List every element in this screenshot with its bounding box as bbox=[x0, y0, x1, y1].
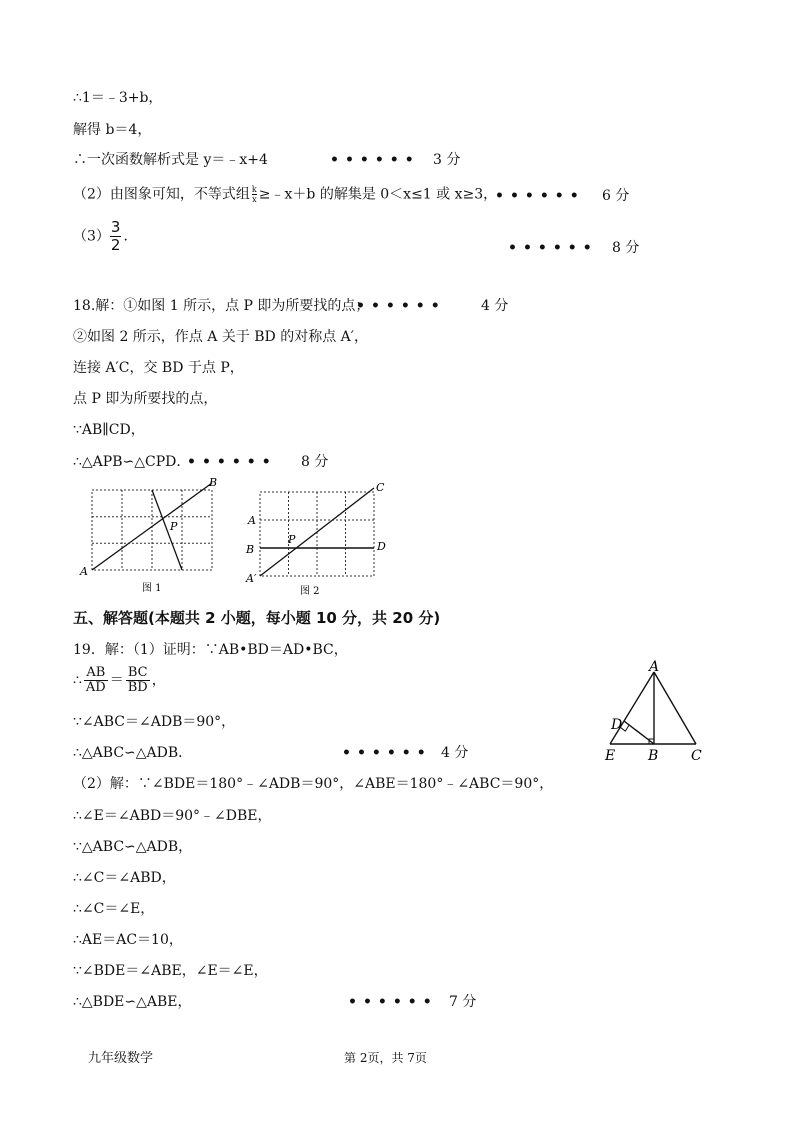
figure-caption: 图 1 bbox=[142, 583, 162, 594]
fraction bbox=[110, 219, 122, 254]
text-line: ∴△BDE∽△ABE， bbox=[73, 994, 192, 1010]
label-d: D bbox=[377, 540, 386, 553]
dot-leader: •••••• bbox=[342, 745, 432, 761]
text-line: 点 P 即为所要找的点， bbox=[73, 391, 218, 407]
text-line: ∵AB∥CD， bbox=[73, 422, 145, 438]
score-mark: 8 分 bbox=[612, 240, 640, 256]
fraction bbox=[126, 666, 150, 695]
dot-leader: •••••• bbox=[187, 454, 277, 470]
text-line: ②如图 2 所示，作点 A 关于 BD 的对称点 A′， bbox=[73, 329, 368, 345]
text-line: ∴∠C＝∠E， bbox=[73, 901, 155, 917]
text-line: ∴一次函数解析式是 y＝﹣x+4 bbox=[73, 152, 268, 168]
text-line: ∴△ABC∽△ADB． bbox=[73, 745, 193, 761]
triangle-figure bbox=[600, 658, 710, 766]
text-line bbox=[73, 666, 166, 695]
score-mark: 4 分 bbox=[441, 745, 469, 761]
vertex-c-label: C bbox=[691, 748, 702, 764]
segment-ab bbox=[92, 483, 212, 570]
fraction-denominator: 2 bbox=[110, 236, 121, 254]
vertex-e-label: E bbox=[605, 748, 616, 764]
vertex-a-label: A bbox=[649, 659, 660, 675]
footer-page-number: 第 2页，共 7页 bbox=[344, 1051, 427, 1065]
text-fragment: ， bbox=[151, 672, 166, 689]
label-b: B bbox=[209, 476, 218, 489]
text-line: ∵△ABC∽△ADB， bbox=[73, 839, 193, 855]
fraction-denominator: x bbox=[252, 195, 257, 204]
text-line: ∴△APB∽△CPD． bbox=[73, 454, 191, 470]
fraction-numerator: AB bbox=[84, 666, 108, 681]
text-line: ∴∠C＝∠ABD， bbox=[73, 870, 176, 886]
score-mark: 6 分 bbox=[602, 188, 630, 204]
label-a: A bbox=[248, 514, 256, 527]
fraction-denominator: BD bbox=[127, 680, 148, 695]
text-line: ∴1＝﹣3+b， bbox=[73, 90, 163, 106]
text-fragment: ＝ bbox=[109, 672, 124, 689]
score-mark: 7 分 bbox=[449, 994, 477, 1010]
segment-cd bbox=[152, 490, 182, 570]
text-line: ∴AE＝AC＝10， bbox=[73, 932, 183, 948]
text-line: 解得 b＝4， bbox=[73, 122, 152, 138]
text-line: ∵∠ABC＝∠ADB＝90°， bbox=[73, 714, 236, 730]
text-fragment: （3） bbox=[73, 228, 110, 245]
text-line: 连接 A′C，交 BD 于点 P， bbox=[73, 360, 244, 376]
text-fragment: （2）由图象可知，不等式组 bbox=[73, 186, 250, 203]
text-line bbox=[73, 185, 497, 204]
text-line: （2）解：∵∠BDE＝180°﹣∠ADB＝90°，∠ABE＝180°﹣∠ABC＝90°， bbox=[73, 776, 554, 792]
dot-leader: •••••• bbox=[348, 994, 438, 1010]
label-p: P bbox=[288, 533, 296, 546]
text-fragment: ∴ bbox=[73, 672, 82, 689]
footer-subject: 九年级数学 bbox=[88, 1051, 154, 1066]
dot-leader: •••••• bbox=[356, 298, 446, 314]
figure-1 bbox=[70, 475, 240, 600]
score-mark: 4 分 bbox=[481, 298, 509, 314]
text-line bbox=[73, 219, 137, 254]
score-mark: 8 分 bbox=[301, 454, 329, 470]
fraction-numerator: BC bbox=[126, 666, 150, 681]
fraction-numerator: k bbox=[251, 185, 257, 194]
dot-leader: •••••• bbox=[330, 152, 420, 168]
fraction bbox=[84, 666, 108, 695]
text-fragment: ≥﹣x＋b 的解集是 0＜x≤1 或 x≥3， bbox=[258, 186, 498, 203]
vertex-b-label: B bbox=[648, 748, 659, 764]
text-line: ∴∠E＝∠ABD＝90°﹣∠DBE， bbox=[73, 808, 272, 824]
figure-caption: 图 2 bbox=[300, 586, 320, 597]
label-c: C bbox=[376, 481, 385, 494]
section-heading: 五、解答题(本题共 2 小题，每小题 10 分，共 20 分) bbox=[73, 609, 441, 627]
dot-leader: •••••• bbox=[508, 240, 598, 256]
text-line: ∵∠BDE＝∠ABE，∠E＝∠E， bbox=[73, 963, 268, 979]
label-p: P bbox=[170, 520, 178, 533]
fraction-numerator: 3 bbox=[110, 218, 121, 236]
text-line: 18.解：①如图 1 所示，点 P 即为所要找的点； bbox=[73, 298, 370, 314]
label-a: A bbox=[80, 565, 88, 578]
text-line: 19．解：（1）证明：∵AB•BD＝AD•BC， bbox=[73, 642, 348, 658]
label-a-prime: A′ bbox=[246, 572, 257, 585]
figure-2 bbox=[240, 478, 400, 603]
fraction bbox=[252, 185, 257, 204]
score-mark: 3 分 bbox=[433, 152, 461, 168]
fraction-denominator: AD bbox=[85, 680, 106, 695]
vertex-d-label: D bbox=[611, 717, 623, 733]
label-b: B bbox=[246, 543, 255, 556]
text-fragment: ． bbox=[123, 228, 138, 245]
dot-leader: •••••• bbox=[495, 188, 585, 204]
